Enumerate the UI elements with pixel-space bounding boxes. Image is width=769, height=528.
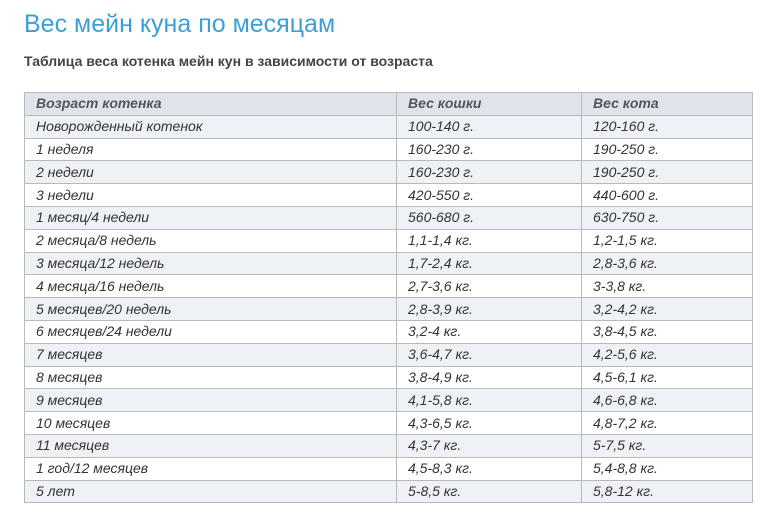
table-row <box>25 412 753 435</box>
cell-age: 1 неделя <box>25 138 397 161</box>
cell-age: 2 месяца/8 недель <box>25 229 397 252</box>
column-header-female-weight: Вес кошки <box>397 93 582 116</box>
cell-age: 8 месяцев <box>25 366 397 389</box>
cell-female-weight: 4,5-8,3 кг. <box>397 457 582 480</box>
cell-male-weight: 3,8-4,5 кг. <box>582 320 753 343</box>
cell-age: 5 месяцев/20 недель <box>25 298 397 321</box>
table-row <box>25 184 753 207</box>
cell-female-weight: 100-140 г. <box>397 115 582 138</box>
cell-female-weight: 3,8-4,9 кг. <box>397 366 582 389</box>
cell-female-weight: 4,3-7 кг. <box>397 434 582 457</box>
cell-age: Новорожденный котенок <box>25 115 397 138</box>
table-row <box>25 252 753 275</box>
cell-age: 3 недели <box>25 184 397 207</box>
cell-female-weight: 1,7-2,4 кг. <box>397 252 582 275</box>
cell-female-weight: 4,1-5,8 кг. <box>397 389 582 412</box>
cell-male-weight: 5-7,5 кг. <box>582 434 753 457</box>
cell-male-weight: 5,8-12 кг. <box>582 480 753 503</box>
table-row <box>25 115 753 138</box>
cell-male-weight: 2,8-3,6 кг. <box>582 252 753 275</box>
cell-female-weight: 1,1-1,4 кг. <box>397 229 582 252</box>
table-header-row <box>25 93 753 116</box>
cell-male-weight: 4,2-5,6 кг. <box>582 343 753 366</box>
cell-male-weight: 4,5-6,1 кг. <box>582 366 753 389</box>
cell-male-weight: 190-250 г. <box>582 161 753 184</box>
cell-female-weight: 4,3-6,5 кг. <box>397 412 582 435</box>
cell-male-weight: 1,2-1,5 кг. <box>582 229 753 252</box>
cell-male-weight: 190-250 г. <box>582 138 753 161</box>
cell-female-weight: 2,8-3,9 кг. <box>397 298 582 321</box>
cell-age: 5 лет <box>25 480 397 503</box>
table-row <box>25 138 753 161</box>
cell-female-weight: 3,6-4,7 кг. <box>397 343 582 366</box>
cell-age: 1 месяц/4 недели <box>25 206 397 229</box>
cell-age: 9 месяцев <box>25 389 397 412</box>
cell-female-weight: 3,2-4 кг. <box>397 320 582 343</box>
column-header-male-weight: Вес кота <box>582 93 753 116</box>
table-row <box>25 298 753 321</box>
cell-male-weight: 4,8-7,2 кг. <box>582 412 753 435</box>
table-row <box>25 206 753 229</box>
table-row <box>25 343 753 366</box>
cell-age: 1 год/12 месяцев <box>25 457 397 480</box>
table-row <box>25 389 753 412</box>
cell-female-weight: 560-680 г. <box>397 206 582 229</box>
table-row <box>25 229 753 252</box>
cell-male-weight: 3,2-4,2 кг. <box>582 298 753 321</box>
table-row <box>25 275 753 298</box>
cell-age: 3 месяца/12 недель <box>25 252 397 275</box>
cell-age: 6 месяцев/24 недели <box>25 320 397 343</box>
table-row <box>25 320 753 343</box>
cell-male-weight: 4,6-6,8 кг. <box>582 389 753 412</box>
cell-age: 2 недели <box>25 161 397 184</box>
cell-male-weight: 630-750 г. <box>582 206 753 229</box>
table-caption: Таблица веса котенка мейн кун в зависимости от возраста <box>24 53 433 69</box>
table-row <box>25 434 753 457</box>
table-row <box>25 480 753 503</box>
cell-female-weight: 2,7-3,6 кг. <box>397 275 582 298</box>
cell-female-weight: 420-550 г. <box>397 184 582 207</box>
page-title: Вес мейн куна по месяцам <box>24 10 336 38</box>
cell-age: 10 месяцев <box>25 412 397 435</box>
cell-female-weight: 5-8,5 кг. <box>397 480 582 503</box>
cell-male-weight: 5,4-8,8 кг. <box>582 457 753 480</box>
cell-female-weight: 160-230 г. <box>397 161 582 184</box>
cell-male-weight: 440-600 г. <box>582 184 753 207</box>
cell-age: 4 месяца/16 недель <box>25 275 397 298</box>
table-row <box>25 161 753 184</box>
table-row <box>25 457 753 480</box>
cell-female-weight: 160-230 г. <box>397 138 582 161</box>
table-row <box>25 366 753 389</box>
cell-age: 7 месяцев <box>25 343 397 366</box>
column-header-age: Возраст котенка <box>25 93 397 116</box>
cell-male-weight: 3-3,8 кг. <box>582 275 753 298</box>
weight-table <box>24 92 753 503</box>
cell-age: 11 месяцев <box>25 434 397 457</box>
cell-male-weight: 120-160 г. <box>582 115 753 138</box>
